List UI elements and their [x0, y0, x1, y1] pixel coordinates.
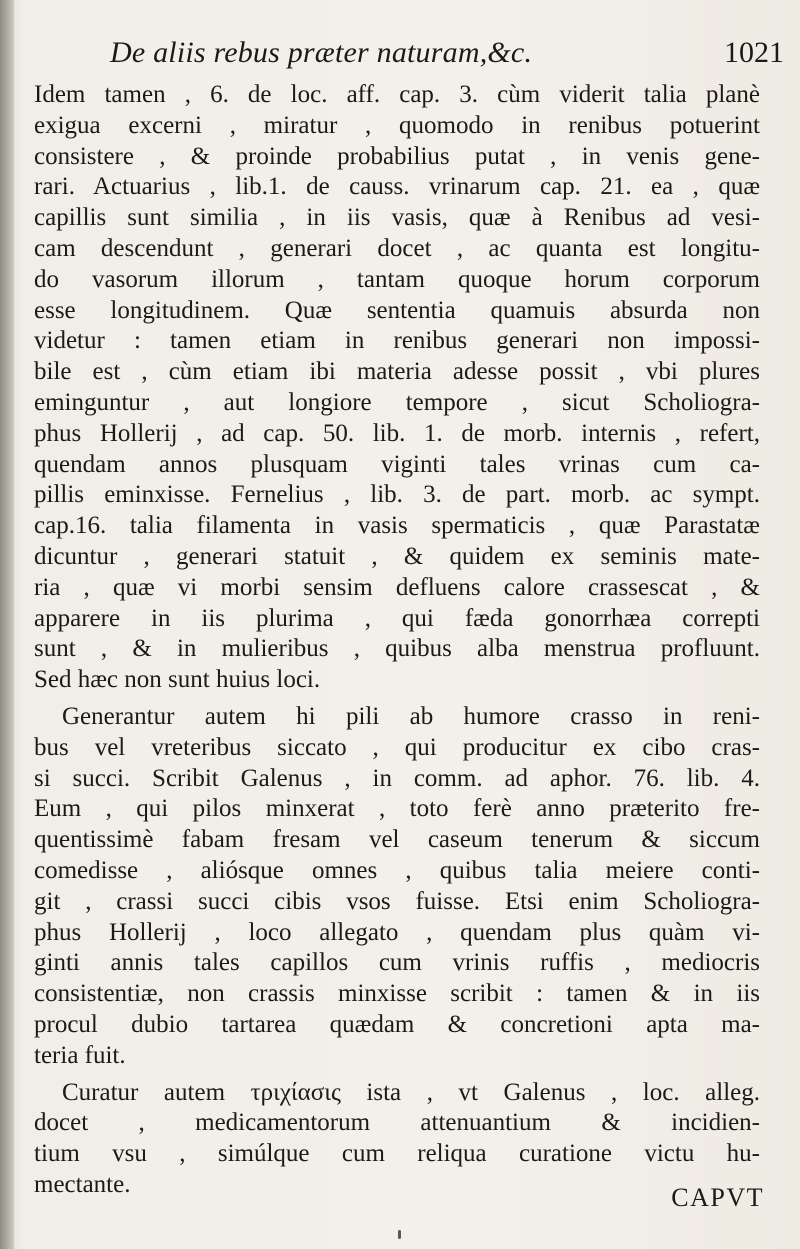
- text-line: do vasorum illorum , tantam quoque horum corporum: [34, 265, 760, 293]
- text-line: pillis eminxisse. Fernelius , lib. 3. de part. morb. ac sympt.: [34, 481, 760, 509]
- ink-speck: [398, 1230, 401, 1239]
- text-line: phus Hollerij , loco allegato , quendam plus quàm vi-: [34, 918, 760, 946]
- text-line: cam descendunt , generari docet , ac quanta est longitu-: [34, 234, 760, 262]
- text-line: apparere in iis plurima , qui fæda gonorrhæa correpti: [34, 604, 760, 632]
- text-line: bile est , cùm etiam ibi materia adesse possit , vbi plures: [34, 358, 760, 386]
- text-line: cap.16. talia filamenta in vasis spermaticis , quæ Parastatæ: [34, 512, 760, 540]
- running-title: De aliis rebus præter naturam,&c.: [110, 36, 533, 69]
- catchword: CAPVT: [671, 1183, 764, 1212]
- text-line: Generantur autem hi pili ab humore crasso in reni-: [62, 702, 760, 730]
- text-line: quendam annos plusquam viginti tales vrinas cum ca-: [34, 450, 760, 478]
- page-header: [110, 36, 790, 76]
- text-line: comedisse , aliósque omnes , quibus talia meiere conti-: [34, 856, 760, 884]
- page-number: 1021: [724, 36, 784, 69]
- text-line: videtur : tamen etiam in renibus generari non impossi-: [34, 327, 760, 355]
- text-line: sunt , & in mulieribus , quibus alba menstrua profluunt.: [34, 635, 760, 663]
- text-line: si succi. Scribit Galenus , in comm. ad aphor. 76. lib. 4.: [34, 764, 760, 792]
- body-text: [34, 80, 760, 1201]
- text-line: dicuntur , generari statuit , & quidem ex seminis mate-: [34, 542, 760, 570]
- text-line: git , crassi succi cibis vsos fuisse. Etsi enim Scholiogra-: [34, 887, 760, 915]
- text-line: consistentiæ, non crassis minxisse scribit : tamen & in iis: [34, 980, 760, 1008]
- text-line: Idem tamen , 6. de loc. aff. cap. 3. cùm viderit talia planè: [34, 81, 760, 108]
- text-line: quentissimè fabam fresam vel caseum tenerum & siccum: [34, 826, 760, 854]
- text-line: tium vsu , simúlque cum reliqua curatione victu hu-: [34, 1140, 760, 1168]
- paragraph-1: [34, 80, 760, 696]
- text-line: ria , quæ vi morbi sensim defluens calore crassescat , &: [34, 573, 760, 601]
- text-line: eminguntur , aut longiore tempore , sicut Scholiogra-: [34, 388, 760, 416]
- text-line: Eum , qui pilos minxerat , toto ferè anno præterito fre-: [34, 795, 760, 823]
- text-line: exigua excerni , miratur , quomodo in renibus potuerint: [34, 111, 760, 139]
- text-line: bus vel vreteribus siccato , qui producitur ex cibo cras-: [34, 733, 760, 761]
- text-line: mectante.: [34, 1170, 131, 1198]
- text-line: consistere , & proinde probabilius putat , in venis gene-: [34, 142, 760, 170]
- text-line: rari. Actuarius , lib.1. de causs. vrinarum cap. 21. ea , quæ: [34, 173, 760, 201]
- text-line: Curatur autem τριχίασις ista , vt Galenus , loc. alleg.: [62, 1078, 760, 1106]
- text-line: docet , medicamentorum attenuantium & incidien-: [34, 1109, 760, 1137]
- text-line: phus Hollerij , ad cap. 50. lib. 1. de morb. internis , refert,: [34, 419, 760, 447]
- text-line: capillis sunt similia , in iis vasis, quæ à Renibus ad vesi-: [34, 204, 760, 232]
- text-line: teria fuit.: [34, 1041, 126, 1069]
- paragraph-2: [34, 702, 760, 1072]
- page-gutter-shadow: [0, 0, 14, 1249]
- text-line: esse longitudinem. Quæ sententia quamuis absurda non: [34, 296, 760, 324]
- text-line: procul dubio tartarea quædam & concretioni apta ma-: [34, 1010, 760, 1038]
- paragraph-3: [34, 1078, 760, 1201]
- text-line: ginti annis tales capillos cum vrinis ruffis , mediocris: [34, 949, 760, 977]
- text-line: Sed hæc non sunt huius loci.: [34, 666, 321, 694]
